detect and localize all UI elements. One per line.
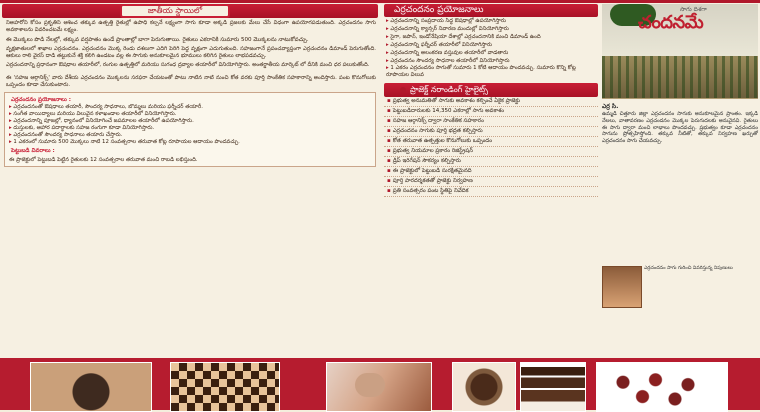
note-text: ఈ ప్రాజెక్టులో పెట్టుబడి పెట్టిన రైతులకు 12 సంవత్సరాల తరువాత మంచి రాబడి లభిస్తుంది. [9,157,198,164]
highlight-text: కోత తరువాత ఉత్పత్తుల కొనుగోలుకు ఒప్పందం [392,138,493,145]
mid-top-banner-title: ఎర్రచందనం ప్రయోజనాలు [394,5,484,15]
byline: ఎర్ర సి. [602,103,619,110]
mid-bullet: ▸ ఎర్రచందనాన్ని అలంకరణ వస్తువుల తయారీలో వాడతారు [386,50,596,57]
mid-top-banner [384,4,598,17]
highlight-item [384,167,598,177]
wood-watch-photo [452,362,516,412]
marker-icon: ▪ [387,98,391,105]
left-banner [2,4,378,18]
plantation-photo [602,56,758,98]
highlight-text: పెట్టుబడిదారులకు 14,350 ఎకరాల్లో సాగు అవకాశం [392,108,504,115]
spa-treatment-photo [326,362,432,412]
face-image [355,373,385,397]
right-column [602,4,758,354]
intro-paragraph-2: వృక్షజాతులలో శాఖాల ఎర్రచందనం. ఎర్రచందనం మొక్క రెండు దశలుగా ఎదిగి పెరిగి పెద్ద వృక్షంగా ఎదుగుతుంది. సహజంగానే ప్రపంచవ్యాప్తంగా ఎర్రచందనం డిమాండ్ పెరుగుతోంది. ఆకులు రాలి వైరస్ దాడి తట్టుకునే శక్తి కలిగి ఉండటం వల్ల ఈ సాగుకు అనుకూలమైన భూములు కలిగిన రైతులు లాభపడవచ్చు. [6,46,376,59]
marker-icon: ▪ [387,118,391,125]
highlight-text: సహజ ఆర్గానిక్స్ ద్వారా సాంకేతిక సహకారం [392,118,484,125]
left-column [2,4,378,354]
furniture-photo [30,362,152,412]
highlight-item [384,117,598,127]
benefits-heading: ఎర్రచందనం ప్రయోజనాలు : [11,97,71,103]
left-banner-tab [120,4,230,18]
mid-bullet: ▸ ఎర్రచందనాన్ని ఫర్నీచర్ తయారీలో వినియోగిస్తారు [386,42,596,49]
benefit-item: ▸ ఎర్రచందనాన్ని పూజల్లో, ధ్యానంలో వినియోగించే జపమాలల తయారీలో ఉపయోగిస్తారు. [9,118,373,125]
highlight-text: ప్రభుత్వ అనుమతితో సాగుకు అవకాశం కల్పించే ఏకైక ప్రాజెక్టు [392,98,521,105]
marker-icon: ▪ [387,168,391,175]
highlight-item [384,127,598,137]
highlight-text: ప్రతి సంవత్సరం పంట స్థితిపై నివేదిక [392,188,469,195]
marker-icon: ▪ [387,138,391,145]
clipping-body: ఉమ్మడి చిత్తూరు జిల్లా ఎర్రచందనం సాగుకు అనుకూలమైన ప్రాంతం. ఇక్కడి నేలలు, వాతావరణం ఎర్రచందనం మొక్కల పెరుగుదలకు అనువైనవి. రైతులు ఈ సాగు ద్వారా మంచి లాభాలు పొందవచ్చు. ప్రభుత్వం కూడా ఎర్రచందనం సాగును ప్రోత్సహిస్తోంది. తక్కువ నీటితో, తక్కువ నిర్వహణ ఖర్చుతో ఎర్రచందనం సాగు చేయవచ్చు. [602,111,758,145]
mid-bullet: ▸ 1 ఎకరం ఎర్రచందనం సాగుతో సుమారు 1 కోటి ఆదాయం పొందవచ్చు. సుమారు కొన్ని కోట్ల రూపాయల విలువ [386,65,596,79]
chess-board-photo [170,362,280,412]
highlight-item [384,187,598,197]
mid-bullet-list [386,18,596,79]
intro-paragraph-3: ఎర్రచందనాన్ని ప్రధానంగా ఔషధాల తయారీలో, రంగుల ఉత్పత్తిలో మరియు సుగంధ ద్రవ్యాల తయారీలో వినియోగిస్తారు. అంతర్జాతీయ మార్కెట్ లో దీనికి మంచి ధర పలుకుతోంది. [6,62,370,68]
clipping-masthead [602,4,758,99]
highlight-item [384,97,598,107]
marker-icon: ▪ [387,188,391,195]
highlight-item [384,137,598,147]
highlight-text: ప్రభుత్వ నియమాల ప్రకారం రిజిస్ట్రేషన్ [392,148,473,155]
highlight-text: పూర్తి పారదర్శకతతో ప్రాజెక్టు నిర్వహణ [392,178,473,185]
benefits-box [4,92,376,167]
mid-bullet: ▸ ఎర్రచందనాన్ని క్యాన్సర్ నివారణ మందుల్లో వినియోగిస్తారు [386,26,596,33]
mid-bullet: ▸ ఎర్రచందనాన్ని సంప్రదాయ సిద్ధ ఔషధాల్లో ఉపయోగిస్తారు [386,18,596,25]
marker-icon: ▪ [387,178,391,185]
middle-column [384,4,598,354]
benefit-item: ▸ ఎర్రచందనంతో సౌందర్య సాధనాలు తయారు చేస్తారు. [9,132,373,139]
marker-icon: ▪ [387,148,391,155]
intro-paragraph-1: నిఅహరోని కోసం ప్రకృతిని ఆశించ తక్కువ ఉత్పత్తి రైతుల్లో ఉపాధి కల్పనే లక్ష్యంగా సాగు కూడా అక్కడి ప్రజలకు మేలు చేసే విధంగా ఉపయోగపడుతుంది. ఎర్రచందనం సాగు అవకాశాలను వివరించటమే లక్ష్యం. [6,20,376,33]
masthead-title: చందనమే [638,12,704,33]
benefit-item: ▸ సంగీత వాయిద్యాలు మరియు విలువైన కళాఖండాల తయారీలో వినియోగిస్తారు. [9,111,373,118]
mid-bullet: ▸ సైగా, జపాన్, ఇండోనేషియా దేశాల్లో ఎర్రచందనానికి మంచి డిమాండ్ ఉంది [386,34,596,41]
highlight-item [384,157,598,167]
highlight-item [384,147,598,157]
marker-icon: ▪ [387,108,391,115]
benefit-item: ▸ దుస్తులకు, ఆహార పదార్థాలకు సహజ రంగుగా కూడా వినియోగిస్తారు. [9,125,373,132]
marker-icon: ▪ [387,128,391,135]
highlight-item [384,177,598,187]
benefit-item: ▸ ఎర్రచందనంతో ఔషధాలు తయారీ, సౌందర్య సాధనాలు, బొమ్మలు మరియు ఫర్నీచర్ తయారీ. [9,104,373,111]
portrait-caption: ఎర్రచందనం సాగు గురించి వివరిస్తున్న నిపుణులు [644,266,733,271]
highlight-text: డ్రిప్ ఇరిగేషన్ సౌకర్యం కల్పిస్తారు [392,158,461,165]
left-banner-title: జాతీయ స్థాయిలో [147,6,203,15]
mid-bullet: ▸ ఎర్రచందనం సౌందర్య సాధనాల తయారీలో వినియోగిస్తారు [386,58,596,65]
bullet-dot-icon [400,87,406,93]
highlights-section [384,83,598,197]
benefit-item: ▸ 1 ఎకరంలో సుమారు 500 మొక్కలు నాటి 12 సంవత్సరాల తరువాత కోట్ల రూపాయల ఆదాయం పొందవచ్చు. [9,139,373,146]
note-heading: పెట్టుబడి వివరాలు : [11,148,55,155]
highlight-text: ఈ ప్రాజెక్టులో పెట్టుబడి సురక్షితమైనది [392,168,472,175]
carved-pagoda-photo [520,362,586,412]
highlights-banner [384,83,598,97]
intro-subhead: ఈ మొక్కలు పొడి నేలల్లో, తక్కువ వర్షపాతం ఉండే ప్రాంతాల్లో బాగా పెరుగుతాయి. రైతులు ఎకరానికి సుమారు 500 మొక్కలను నాటుకోవచ్చు. [6,37,309,43]
highlights-banner-title: ప్రాజెక్ట్ నరాండింగ్ హైలైట్స్ [410,85,488,95]
marker-icon: ▪ [387,158,391,165]
prayer-beads-photo [596,362,728,412]
highlight-text: ఎర్రచందనం సాగుకు పూర్తి భద్రత కల్పిస్తారు [392,128,483,135]
masthead-top-text: సాగు దిశగా [680,6,707,13]
middle-paragraph: ఈ 'సహజ ఆర్గానిక్స్' వారు దేశీయ ఎర్రచందనం మొక్కలను సరఫరా చేయటంతో పాటు నాటిన నాటి నుంచి కోత వరకు పూర్తి సాంకేతిక సహకారాన్ని అందిస్తారు. పంట కొనుగోలుకు ఒప్పందం కూడా చేసుకుంటారు. [6,75,376,88]
highlight-item [384,107,598,117]
expert-portrait-photo [602,266,642,308]
